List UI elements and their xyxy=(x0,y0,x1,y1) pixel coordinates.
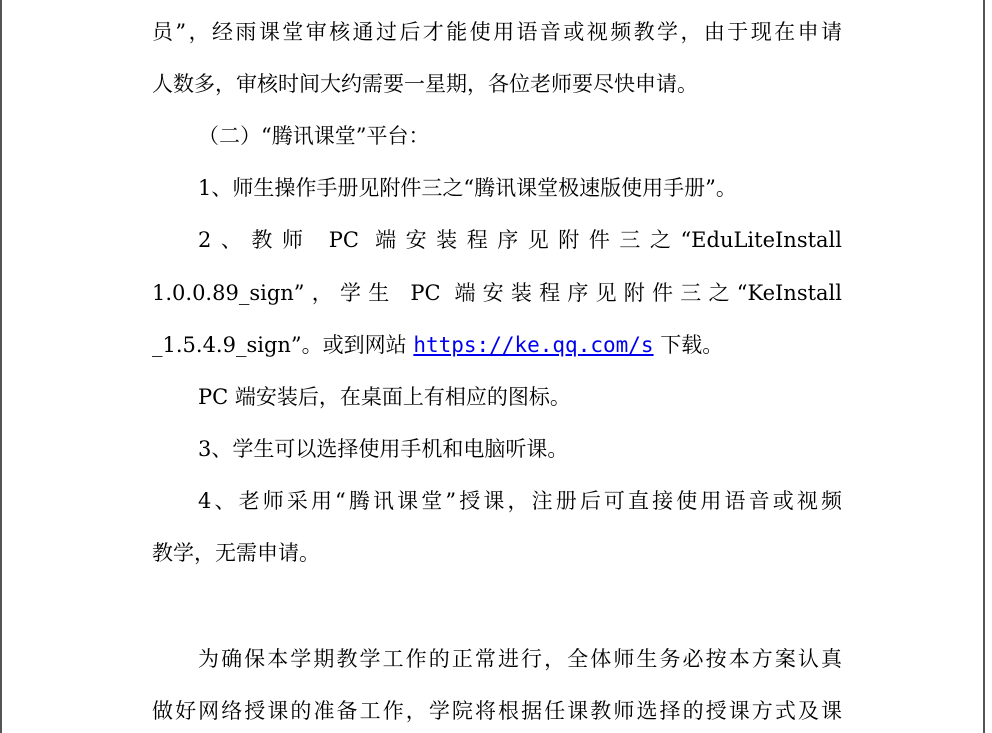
list-item-2-line-2: 1.0.0.89_sign”，学生 PC 端安装程序见附件三之“KeInstall xyxy=(152,281,842,305)
list-item-4-line-2: 教学，无需申请。 xyxy=(152,541,320,565)
download-line-suffix: 下载。 xyxy=(653,333,724,357)
pc-install-note: PC 端安装后，在桌面上有相应的图标。 xyxy=(198,385,571,409)
page-right-border xyxy=(983,0,985,733)
list-item-2-line-1: 2、教师 PC 端安装程序见附件三之“EduLiteInstall xyxy=(198,228,842,252)
download-line-prefix: _1.5.4.9_sign”。或到网站 xyxy=(152,333,414,357)
paragraph-line-2: 人数多，审核时间大约需要一星期，各位老师要尽快申请。 xyxy=(152,72,698,96)
paragraph-line-1: 员”，经雨课堂审核通过后才能使用语音或视频教学，由于现在申请 xyxy=(152,20,842,44)
list-item-4-line-1: 4、老师采用“腾讯课堂”授课，注册后可直接使用语音或视频 xyxy=(198,489,842,513)
page-left-border xyxy=(0,0,2,733)
section-heading-tencent-classroom: （二）“腾讯课堂”平台： xyxy=(198,124,430,148)
closing-paragraph-line-2: 做好网络授课的准备工作，学院将根据任课教师选择的授课方式及课 xyxy=(152,699,842,723)
list-item-1: 1、师生操作手册见附件三之“腾讯课堂极速版使用手册”。 xyxy=(198,176,737,200)
closing-paragraph-line-1: 为确保本学期教学工作的正常进行，全体师生务必按本方案认真 xyxy=(198,647,842,671)
tencent-classroom-download-link[interactable]: https://ke.qq.com/s xyxy=(413,333,654,357)
list-item-2-line-3 xyxy=(152,331,842,359)
list-item-3: 3、学生可以选择使用手机和电脑听课。 xyxy=(198,437,569,461)
